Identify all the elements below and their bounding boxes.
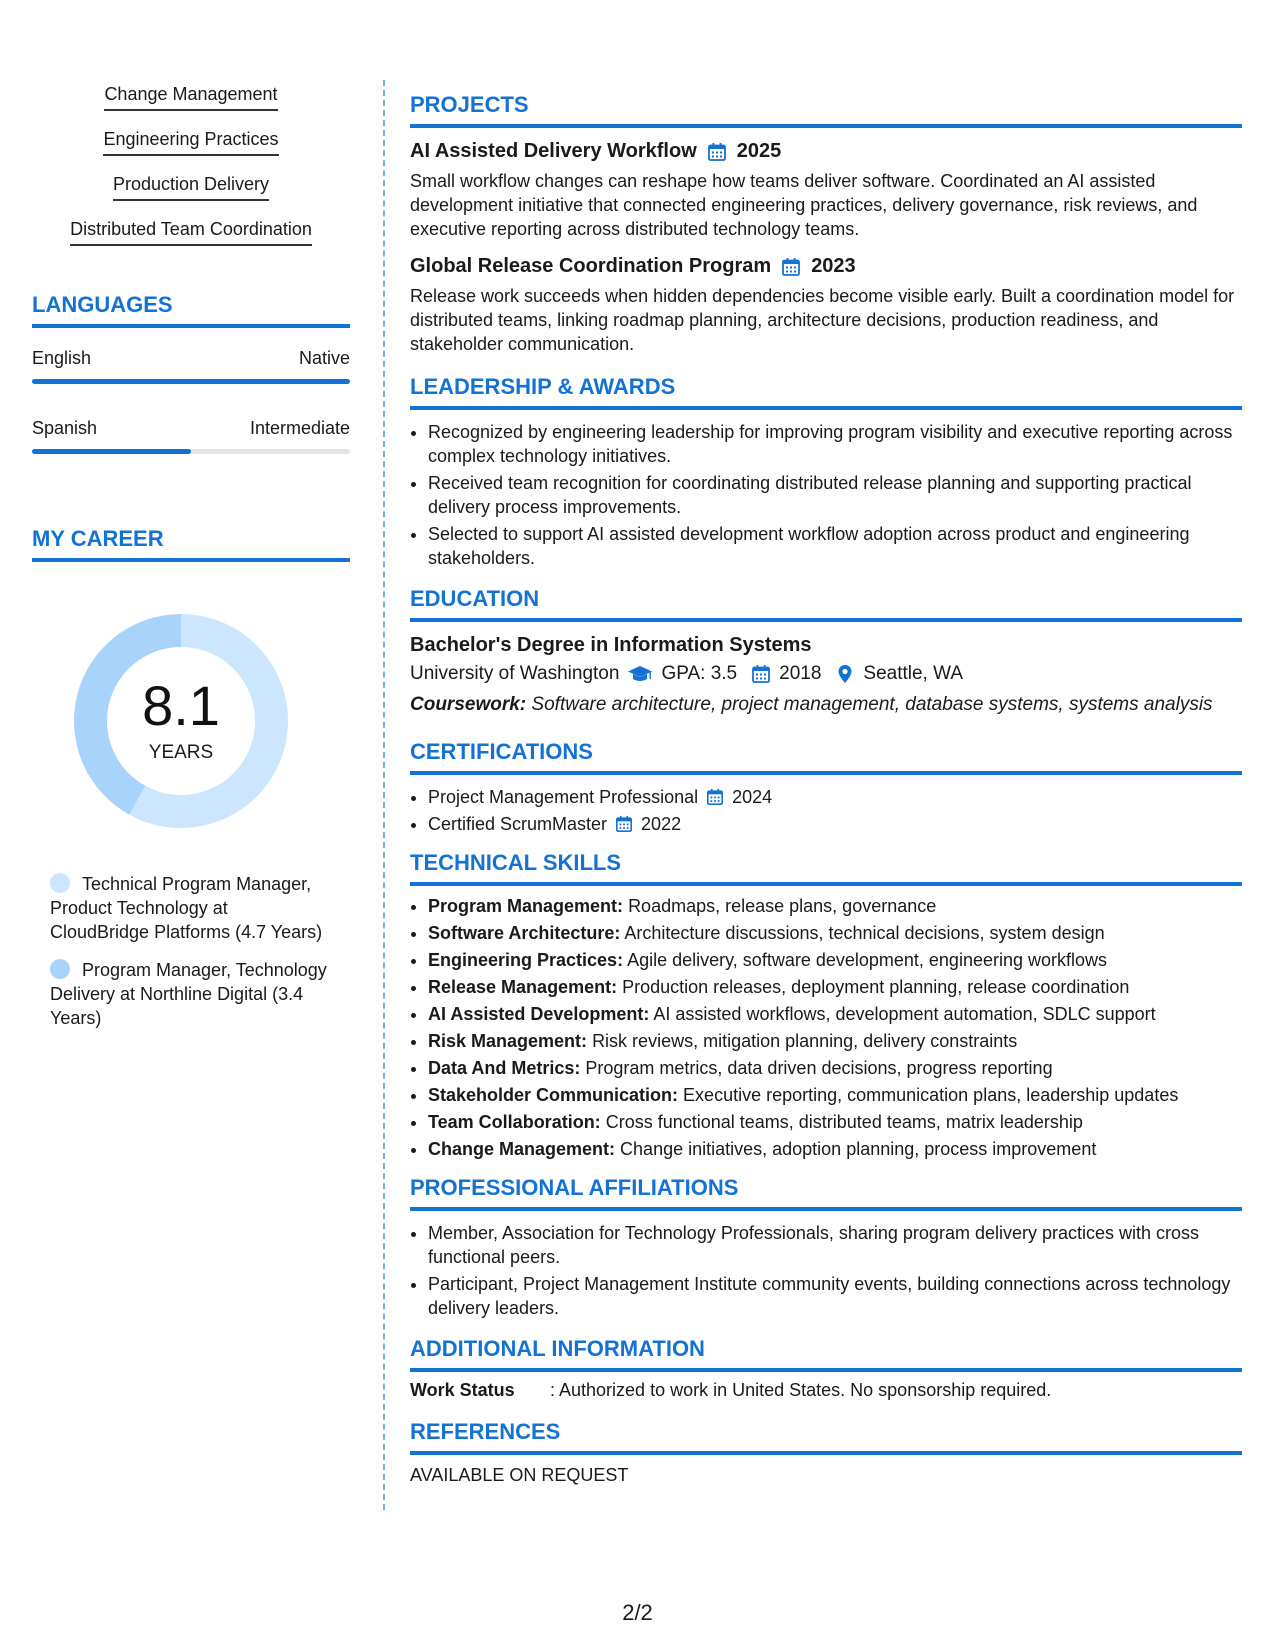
skill-tags (32, 84, 350, 246)
skill-label: Engineering Practices: (428, 950, 624, 970)
page-number: 2/2 (622, 1600, 653, 1625)
column-divider (383, 80, 385, 1510)
list-item (428, 812, 1242, 836)
calendar-icon (615, 815, 633, 833)
skill-value: Executive reporting, communication plans, leadership updates (683, 1085, 1179, 1105)
projects-title: PROJECTS (410, 92, 1242, 128)
skill-value: Architecture discussions, technical decisions, system design (624, 923, 1105, 943)
project-item (410, 140, 1242, 241)
leadership-list (410, 420, 1242, 570)
career-section (32, 526, 350, 1030)
skill-tag: Distributed Team Coordination (70, 219, 312, 246)
skill-label: Team Collaboration: (428, 1112, 601, 1132)
project-item (410, 255, 1242, 356)
list-item (428, 1029, 1242, 1053)
skill-value: Program metrics, data driven decisions, progress reporting (585, 1058, 1053, 1078)
calendar-icon (706, 788, 724, 806)
list-item (428, 1002, 1242, 1026)
skill-value: Production releases, deployment planning, release coordination (622, 977, 1130, 997)
language-bar-fill (32, 379, 350, 384)
language-bar-fill (32, 449, 191, 454)
skill-value: Change initiatives, adoption planning, process improvement (620, 1139, 1097, 1159)
list-item: • Recognized by engineering leadership for improving program visibility and executive reporting across complex technology initiatives. (428, 420, 1242, 468)
graduation-cap-icon (627, 664, 653, 684)
project-description: Release work succeeds when hidden dependencies become visible early. Built a coordination model for distributed teams, linking roadmap planning, architecture decisions, production readiness, and stakeholder communication. (410, 286, 1235, 354)
legend-label: Technical Program Manager, Product Technology at CloudBridge Platforms (4.7 Years) (50, 874, 323, 942)
career-donut (66, 606, 296, 836)
skill-value: Risk reviews, mitigation planning, delivery constraints (592, 1031, 1018, 1051)
language-level: Intermediate (249, 418, 350, 438)
education-gpa: GPA: 3.5 (661, 663, 738, 684)
work-status-value: : Authorized to work in United States. No sponsorship required. (550, 1380, 1052, 1400)
legend-item (50, 958, 330, 1030)
list-item (428, 894, 1242, 918)
list-item (428, 1137, 1242, 1161)
career-unit: YEARS (148, 742, 214, 763)
skill-value: Roadmaps, release plans, governance (628, 896, 937, 916)
language-bar (32, 379, 350, 384)
list-item (428, 948, 1242, 972)
list-item: • Participant, Project Management Institute community events, building connections across technology delivery leaders. (428, 1272, 1242, 1320)
skill-value: Cross functional teams, distributed teams, matrix leadership (605, 1112, 1083, 1132)
list-item (428, 1056, 1242, 1080)
references-title: REFERENCES (410, 1419, 1242, 1455)
skill-tag: Change Management (104, 84, 277, 111)
skill-value: AI assisted workflows, development automation, SDLC support (653, 1004, 1156, 1024)
certifications-title: CERTIFICATIONS (410, 739, 1242, 775)
skill-tag: Production Delivery (113, 174, 269, 201)
career-total: 8.1 (142, 674, 220, 737)
education-meta (410, 663, 1242, 685)
career-legend (32, 872, 350, 1030)
affiliations-title: PROFESSIONAL AFFILIATIONS (410, 1175, 1242, 1211)
list-item: • Member, Association for Technology Professionals, sharing program delivery practices with cross functional peers. (428, 1221, 1242, 1269)
project-year: 2023 (811, 255, 856, 277)
skill-label: Software Architecture: (428, 923, 621, 943)
skill-value: Agile delivery, software development, engineering workflows (627, 950, 1108, 970)
list-item (428, 785, 1242, 809)
certification-year: 2024 (732, 787, 773, 807)
education-title: EDUCATION (410, 586, 1242, 622)
certifications-list (410, 785, 1242, 836)
language-level: Native (298, 348, 350, 368)
list-item (428, 921, 1242, 945)
project-name: Global Release Coordination Program (410, 255, 772, 277)
skill-label: Program Management: (428, 896, 624, 916)
coursework-text: Software architecture, project management, database systems, systems analysis (531, 694, 1213, 715)
legend-dot (50, 959, 70, 979)
affiliations-list (410, 1221, 1242, 1320)
skill-label: Data And Metrics: (428, 1058, 581, 1078)
list-item (428, 975, 1242, 999)
calendar-icon (751, 664, 771, 684)
work-status-row (410, 1380, 1242, 1401)
skill-tag: Engineering Practices (103, 129, 278, 156)
certification-name: • Certified ScrumMaster (428, 814, 608, 834)
skill-label: Stakeholder Communication: (428, 1085, 679, 1105)
list-item (428, 1110, 1242, 1134)
education-location: Seattle, WA (863, 663, 964, 684)
education-degree: Bachelor's Degree in Information Systems (410, 634, 812, 656)
skill-label: Risk Management: (428, 1031, 588, 1051)
language-bar (32, 449, 350, 454)
language-item (32, 348, 350, 384)
project-year: 2025 (736, 140, 782, 162)
technical-skills-title: TECHNICAL SKILLS (410, 850, 1242, 886)
languages-section (32, 292, 350, 454)
coursework-label: Coursework: (410, 694, 527, 715)
main-content (410, 92, 1242, 1486)
certification-year: 2022 (641, 814, 682, 834)
education-year: 2018 (779, 663, 822, 684)
work-status-label: Work Status (410, 1380, 515, 1400)
references-text: AVAILABLE ON REQUEST (410, 1465, 629, 1485)
calendar-icon (707, 142, 727, 162)
calendar-icon (781, 257, 801, 277)
project-description: Small workflow changes can reshape how teams deliver software. Coordinated an AI assisted development initiative that connected engineering practices, delivery governance, risk reviews, and executive reporting across distributed technology teams. (410, 171, 1198, 239)
certification-name: • Project Management Professional (428, 787, 699, 807)
legend-label: Program Manager, Technology Delivery at Northline Digital (3.4 Years) (50, 960, 327, 1028)
career-title: MY CAREER (32, 526, 350, 562)
list-item (428, 1083, 1242, 1107)
education-school: University of Washington (410, 663, 620, 684)
additional-info-title: ADDITIONAL INFORMATION (410, 1336, 1242, 1372)
legend-dot (50, 873, 70, 893)
language-name: English (32, 348, 92, 368)
sidebar (32, 80, 350, 1044)
languages-title: LANGUAGES (32, 292, 350, 328)
location-pin-icon (835, 664, 855, 684)
language-item (32, 418, 350, 454)
list-item: • Selected to support AI assisted development workflow adoption across product and engineering stakeholders. (428, 522, 1242, 570)
technical-skills-list (410, 894, 1242, 1161)
project-name: AI Assisted Delivery Workflow (410, 140, 697, 162)
education-coursework (410, 693, 1242, 717)
list-item: • Received team recognition for coordinating distributed release planning and supporting practical delivery process improvements. (428, 471, 1242, 519)
skill-label: Release Management: (428, 977, 618, 997)
skill-label: AI Assisted Development: (428, 1004, 650, 1024)
legend-item (50, 872, 330, 944)
skill-label: Change Management: (428, 1139, 616, 1159)
leadership-title: LEADERSHIP & AWARDS (410, 374, 1242, 410)
language-name: Spanish (32, 418, 98, 438)
